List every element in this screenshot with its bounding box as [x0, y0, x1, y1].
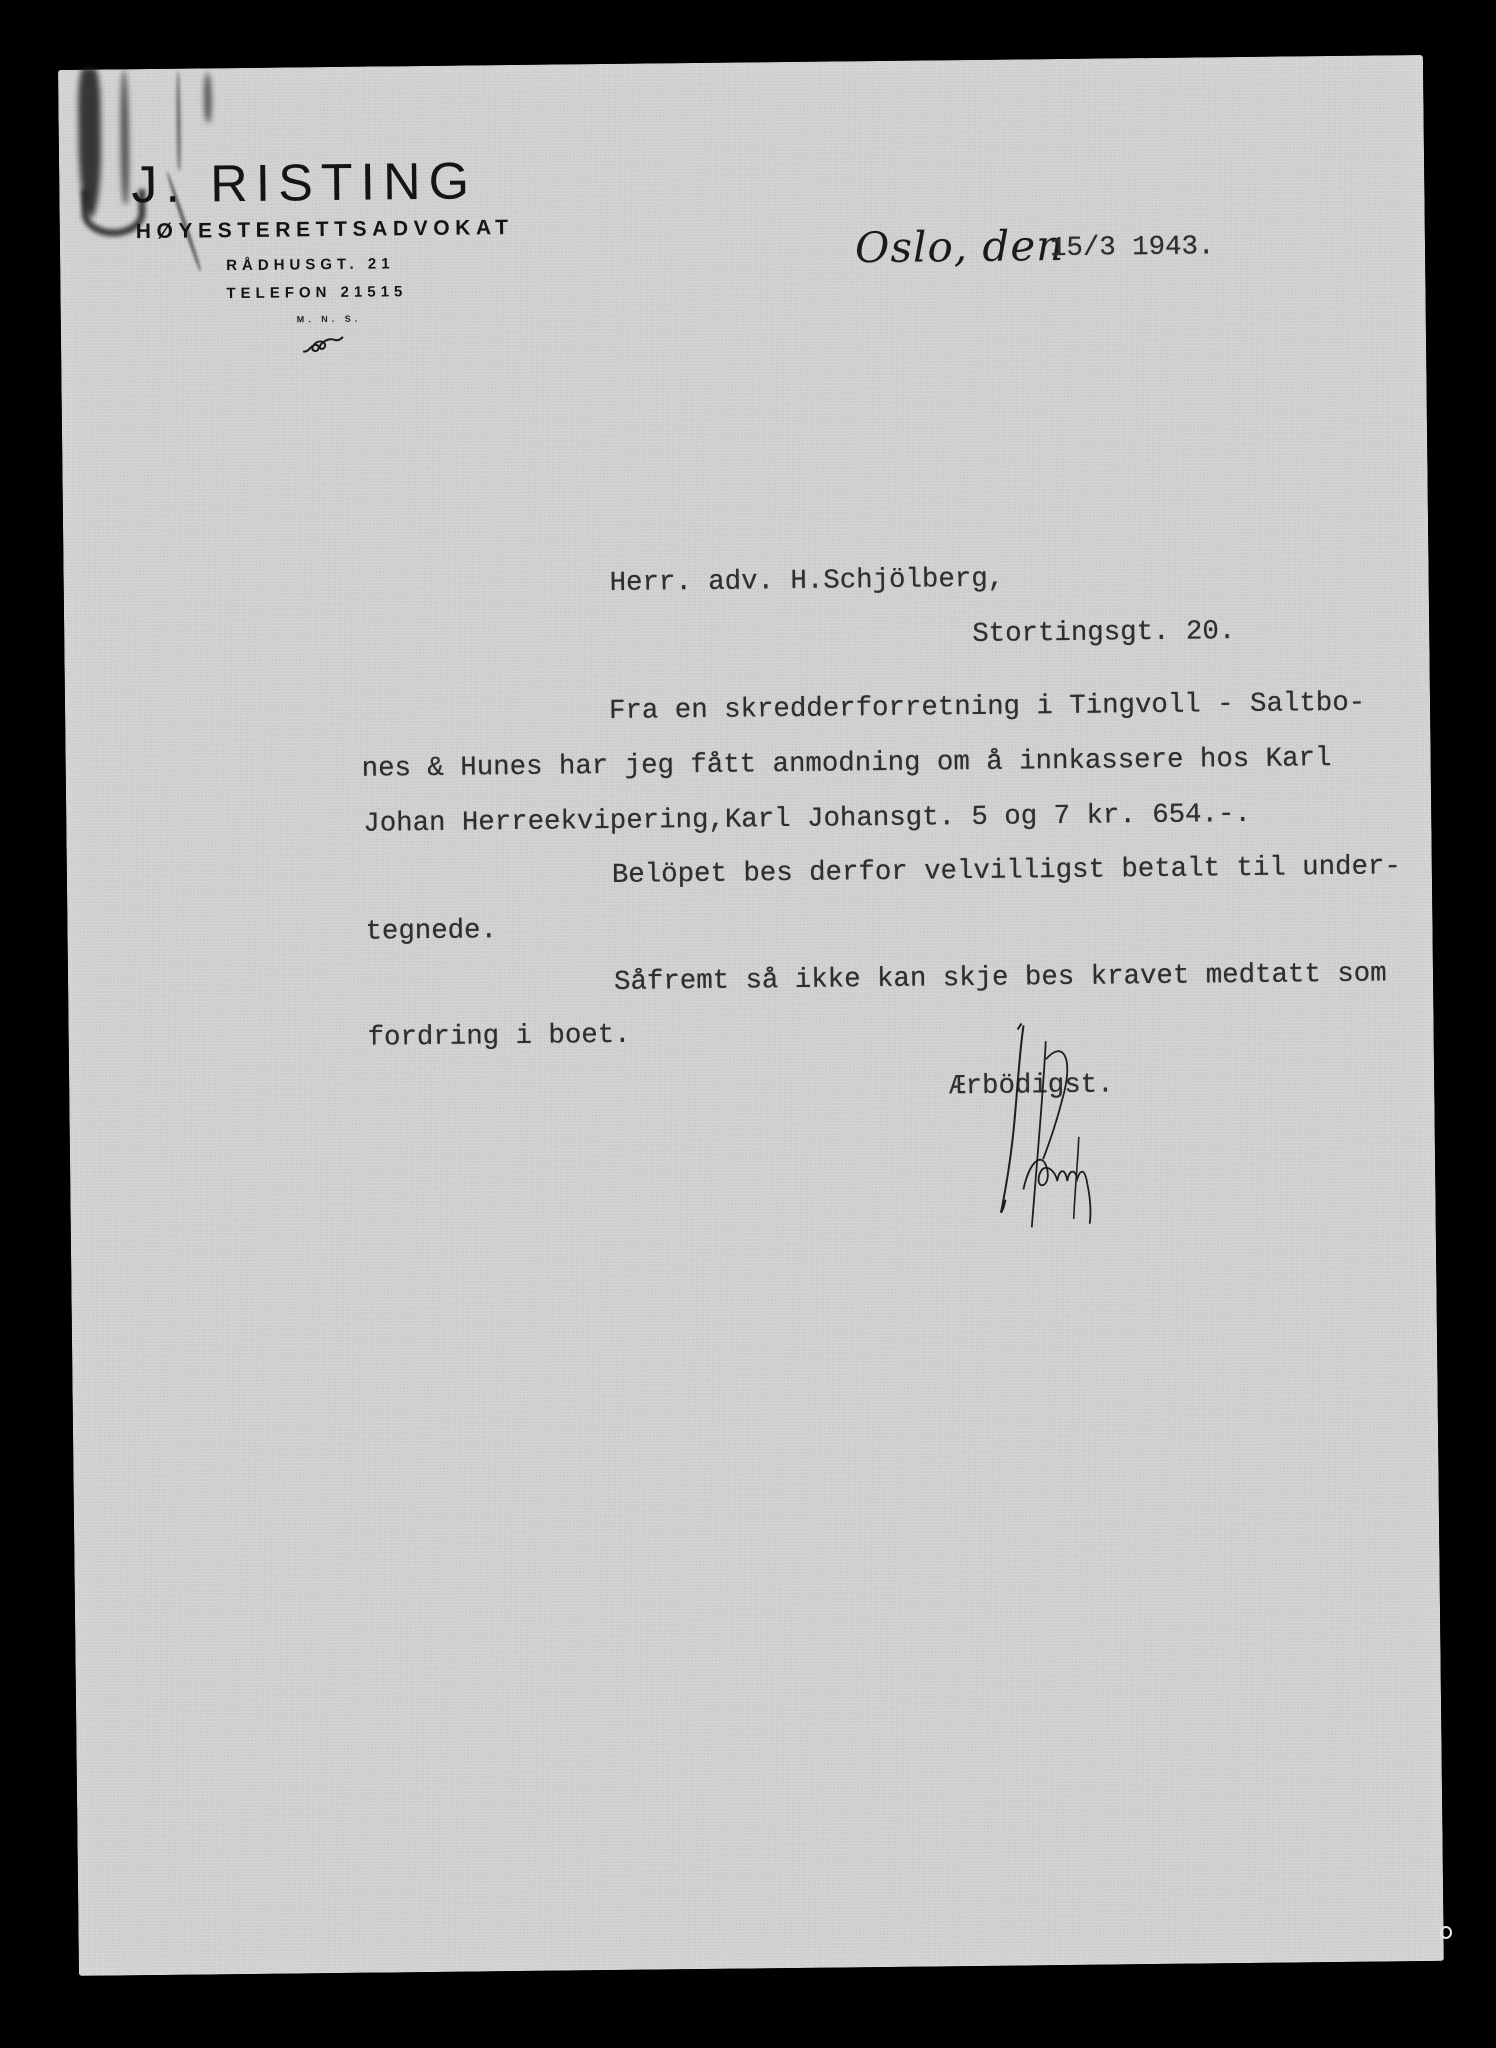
body-line-6: Såfremt så ikke kan skje bes kravet medtatt som: [613, 958, 1387, 998]
body-line-5: tegnede.: [365, 915, 498, 948]
handwritten-signature: [974, 1018, 1116, 1230]
letterhead-title: HØYESTERETTSADVOKAT: [135, 216, 514, 244]
closing-salutation: Ærbödigst.: [949, 1069, 1114, 1103]
body-line-4: Belöpet bes derfor velvilligst betalt til under-: [611, 851, 1401, 891]
letterhead-mark: M. N. S.: [296, 313, 362, 325]
body-line-1: Fra en skredderforretning i Tingvoll - Saltbo-: [608, 687, 1366, 727]
date-place-script: Oslo, den: [854, 220, 1065, 273]
letterhead-name: J. RISTING: [130, 152, 478, 215]
letterhead-address: RÅDHUSGT. 21: [226, 255, 395, 275]
corner-mark-icon: [1440, 1926, 1452, 1939]
recipient-line-2: Stortingsgt. 20.: [972, 616, 1236, 650]
ink-stain: [204, 72, 212, 122]
date-typed: 15/3 1943.: [1049, 231, 1215, 265]
scroll-ornament-icon: [301, 335, 345, 355]
body-line-3: Johan Herreekvipering,Karl Johansgt. 5 og 7 kr. 654.-.: [363, 798, 1252, 840]
ink-stain: [120, 69, 129, 204]
letterhead-phone: TELEFON 21515: [226, 283, 408, 303]
body-line-7: fordring i boet.: [367, 1019, 631, 1054]
body-line-2: nes & Hunes har jeg fått anmodning om å innkassere hos Karl: [361, 743, 1332, 785]
recipient-line-1: Herr. adv. H.Schjölberg,: [609, 563, 1005, 599]
letter-page: [58, 55, 1444, 1976]
